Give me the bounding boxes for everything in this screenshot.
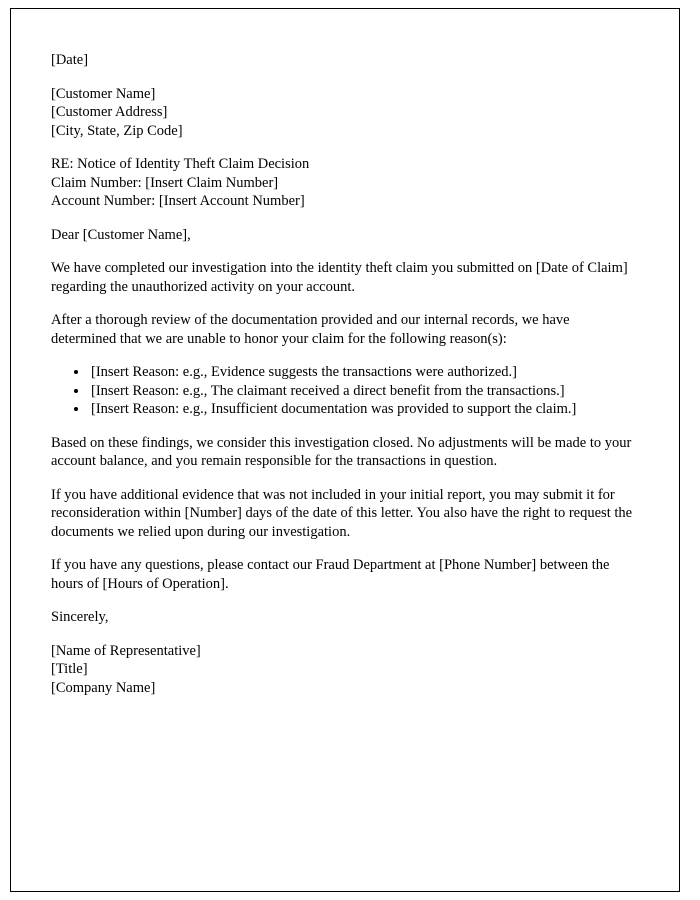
salutation: Dear [Customer Name],: [51, 226, 191, 243]
recipient-name: [Customer Name]: [51, 85, 156, 102]
company-name: [Company Name]: [51, 679, 156, 696]
paragraph-review-determination: After a thorough review of the documentation provided and our internal records, we have determined that we are unable to honor your claim for the following reason(s):: [51, 312, 570, 347]
letter-body: [11, 9, 679, 697]
subject-block: [51, 155, 634, 211]
letter-page: [10, 8, 680, 892]
reason-list: [51, 363, 634, 419]
signature-block: [51, 642, 634, 698]
closing: Sincerely,: [51, 609, 109, 625]
reason-item: • [Insert Reason: e.g., Insufficient documentation was provided to support the claim.]: [89, 400, 634, 419]
date-line: [51, 51, 634, 70]
recipient-block: [51, 85, 634, 141]
claim-number-line: Claim Number: [Insert Claim Number]: [51, 174, 279, 191]
re-line: RE: Notice of Identity Theft Claim Decision: [51, 156, 310, 172]
account-number-line: Account Number: [Insert Account Number]: [51, 193, 305, 209]
date: [Date]: [51, 52, 89, 68]
reason-item: • [Insert Reason: e.g., Evidence suggests the transactions were authorized.]: [89, 363, 634, 382]
paragraph-reconsideration: If you have additional evidence that was not included in your initial report, you may submit it for reconsideration within [Number] days of the date of this letter. You also have the right to request the documents we relied upon during our investigation.: [51, 486, 633, 540]
representative-title: [Title]: [51, 661, 88, 677]
recipient-city-state-zip: [City, State, Zip Code]: [51, 122, 183, 139]
recipient-address: [Customer Address]: [51, 104, 168, 120]
paragraph-investigation-closed: Based on these findings, we consider this investigation closed. No adjustments will be made to your account balance, and you remain responsible for the transactions in question.: [51, 434, 632, 469]
paragraph-contact-fraud-department: If you have any questions, please contact our Fraud Department at [Phone Number] between the hours of [Hours of Operation].: [51, 557, 610, 592]
paragraph-investigation-completed: We have completed our investigation into the identity theft claim you submitted on [Date of Claim] regarding the unauthorized activity on your account.: [51, 260, 628, 295]
reason-item: • [Insert Reason: e.g., The claimant received a direct benefit from the transactions.]: [89, 382, 634, 401]
representative-name: [Name of Representative]: [51, 642, 201, 659]
